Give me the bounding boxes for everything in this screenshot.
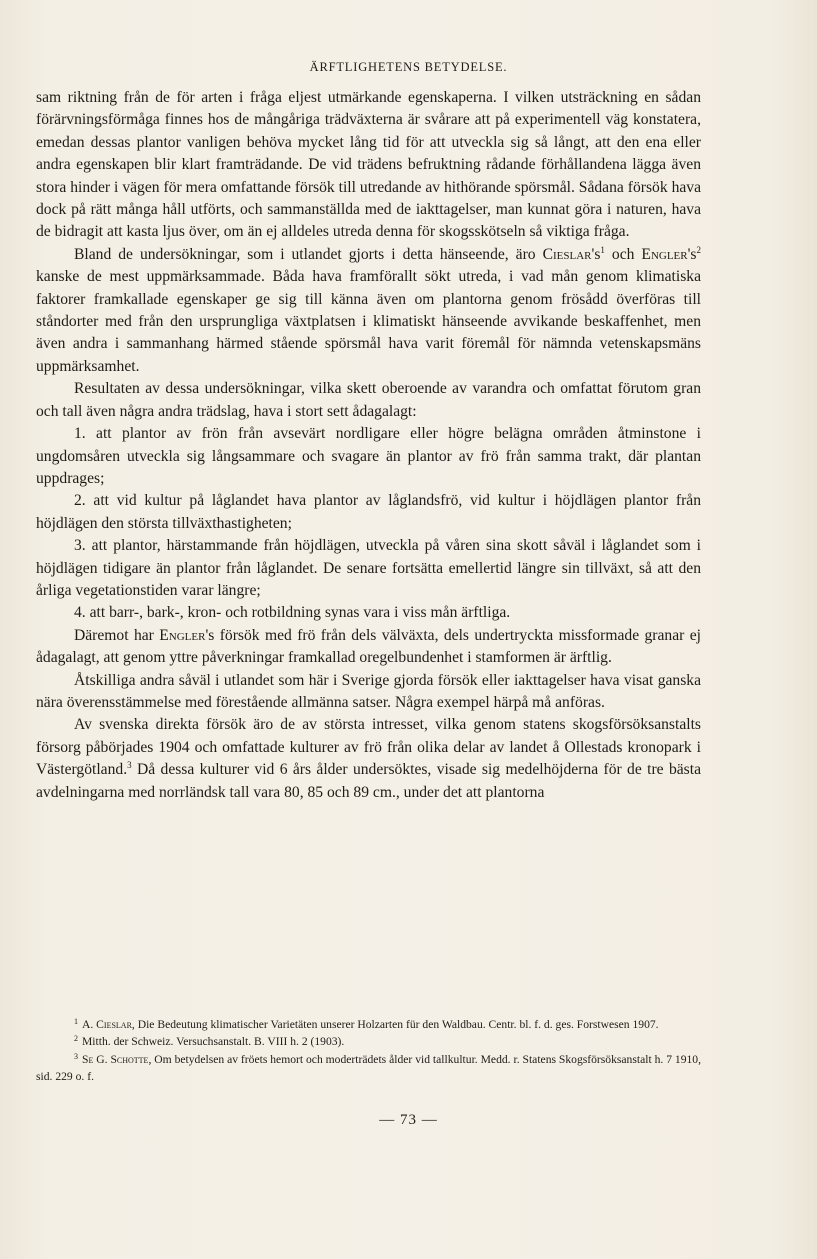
footnote-ref-3: 3 (127, 760, 132, 771)
footnote-text: , Die Bedeutung klimatischer Varietäten unserer Holzarten für den Waldbau. Centr. bl. f. d. ges. Forstwesen 1907. (131, 1018, 659, 1031)
author-name-cieslar: Cieslar (542, 245, 592, 263)
paragraph-2-text-c: kanske de mest uppmärksammade. Båda hava framförallt sökt utreda, i vad mån genom klimatiska faktorer framkallade egenskaper ge sig till känna även om plantorna genom frösådd överföras till ståndorter med från den ursprungliga växtplatsen i klimatiskt hänseende avvikande beskaffenhet, men även andra i sammanhang härmed stående spörsmål hava varit föremål för nämnda vetenskapsmäns uppmärksamhet. (36, 268, 701, 375)
paragraph-2-text-b: och (611, 245, 635, 263)
footnote-3 (36, 1051, 701, 1086)
footnote-author: Se G. Schotte (82, 1052, 149, 1066)
footnotes (36, 1016, 701, 1086)
footnote-mark: 1 (74, 1017, 78, 1026)
author-name-engler: Engler (159, 626, 206, 644)
footnote-1 (36, 1016, 701, 1033)
running-head: ÄRFTLIGHETENS BETYDELSE. (309, 60, 508, 74)
paragraph-6-text-b: Då dessa kulturer vid 6 års ålder undersöktes, visade sig medelhöjderna för de tre bästa avdelningarna med norrländsk tall vara 80, 85 och 89 cm., under det att plantorna (36, 761, 701, 801)
footnote-ref-2: 2 (696, 244, 702, 255)
list-item-4: 4. att barr-, bark-, kron- och rotbildning synas vara i viss mån ärftliga. (74, 604, 511, 622)
paragraph-4 (36, 625, 701, 670)
footnote-2 (36, 1033, 701, 1050)
paragraph-3: Resultaten av dessa undersökningar, vilka skett oberoende av varandra och omfattat förutom gran och tall även några andra trädslag, hava i stort sett ådagalagt: (36, 380, 701, 420)
paragraph-4-text-b: 's försök med frö från dels välväxta, dels undertryckta missformade granar ej ådagalagt, att genom yttre påverkningar framkallad oregelbundenhet i stamformen är ärftlig. (36, 626, 701, 667)
paragraph-5: Åtskilliga andra såväl i utlandet som här i Sverige gjorda försök eller iakttagelser hava visat ganska nära överensstämmelse med förestående allmänna satser. Några exempel härpå må anföras. (36, 671, 701, 711)
paragraph-1: sam riktning från de för arten i fråga eljest utmärkande egenskaperna. I vilken utsträckning en sådan förärvningsförmåga finnes hos de mångåriga trädväxterna är svårare att på experimentell väg konstatera, emedan dessas plantor vanligen behöva mycket lång tid för att utveckla sig så långt, att den ena eller andra egenskapen blir klart framträdande. De vid trädens befruktning rådande förhållandena lägga även stora hinder i vägen för mera omfattande försök till utredande av hithörande spörsmål. Sådana försök hava dock på rätt många håll utförts, och sammanställda med de iakttagelser, man kunnat göra i naturen, hava de bidragit att kasta ljus över, om än ej alldeles utreda denna för skogsskötseln så viktiga fråga. (36, 89, 701, 241)
footnote-mark: 3 (74, 1051, 78, 1061)
footnote-text: , Om betydelsen av fröets hemort och moderträdets ålder vid tallkultur. Medd. r. Statens Skogsförsöksanstalt h. 7 1910, sid. 229 o. f. (36, 1052, 702, 1084)
list-item-1: 1. att plantor av frön från avsevärt nordligare eller högre belägna områden åtminstone i ungdomsåren utveckla sig långsammare och svagare än plantor av frö från samma trakt, där plantan uppdrages; (36, 425, 701, 487)
footnote-mark: 2 (74, 1034, 78, 1044)
paragraph-4-text-a: Däremot har (74, 626, 154, 644)
footnote-author: A. Cieslar (82, 1018, 132, 1031)
possessive-suffix: 's (687, 245, 697, 263)
author-name-engler: Engler (641, 245, 688, 263)
body-text (36, 87, 701, 804)
page-number: — 73 — (379, 1112, 438, 1128)
paragraph-6 (36, 714, 701, 804)
footnote-ref-1: 1 (600, 244, 605, 255)
footnote-text: Mitth. der Schweiz. Versuchsanstalt. B. VIII h. 2 (1903). (82, 1035, 345, 1049)
paragraph-2 (36, 244, 701, 378)
possessive-suffix: 's (591, 245, 601, 263)
paragraph-6-text-a: Av svenska direkta försök äro de av största intresset, vilka genom statens skogsförsöksanstalts försorg påbörjades 1904 och omfattade kulturer av frö från olika delar av landet å Ollestads kronopark i Västergötland. (36, 716, 701, 779)
paragraph-2-text-a: Bland de undersökningar, som i utlandet gjorts i detta hänseende, äro (74, 245, 536, 263)
list-item-2: 2. att vid kultur på låglandet hava plantor av låglandsfrö, vid kultur i höjdlägen plantor från höjdlägen den största tillväxthastigheten; (36, 492, 701, 532)
list-item-3: 3. att plantor, härstammande från höjdlägen, utveckla på våren sina skott såväl i låglandet som i höjdlägen tidigare än plantor från låglandet. De senare fortsätta emellertid längre sin tillväxt, så att den årliga vegetationstiden varar längre; (36, 537, 701, 599)
